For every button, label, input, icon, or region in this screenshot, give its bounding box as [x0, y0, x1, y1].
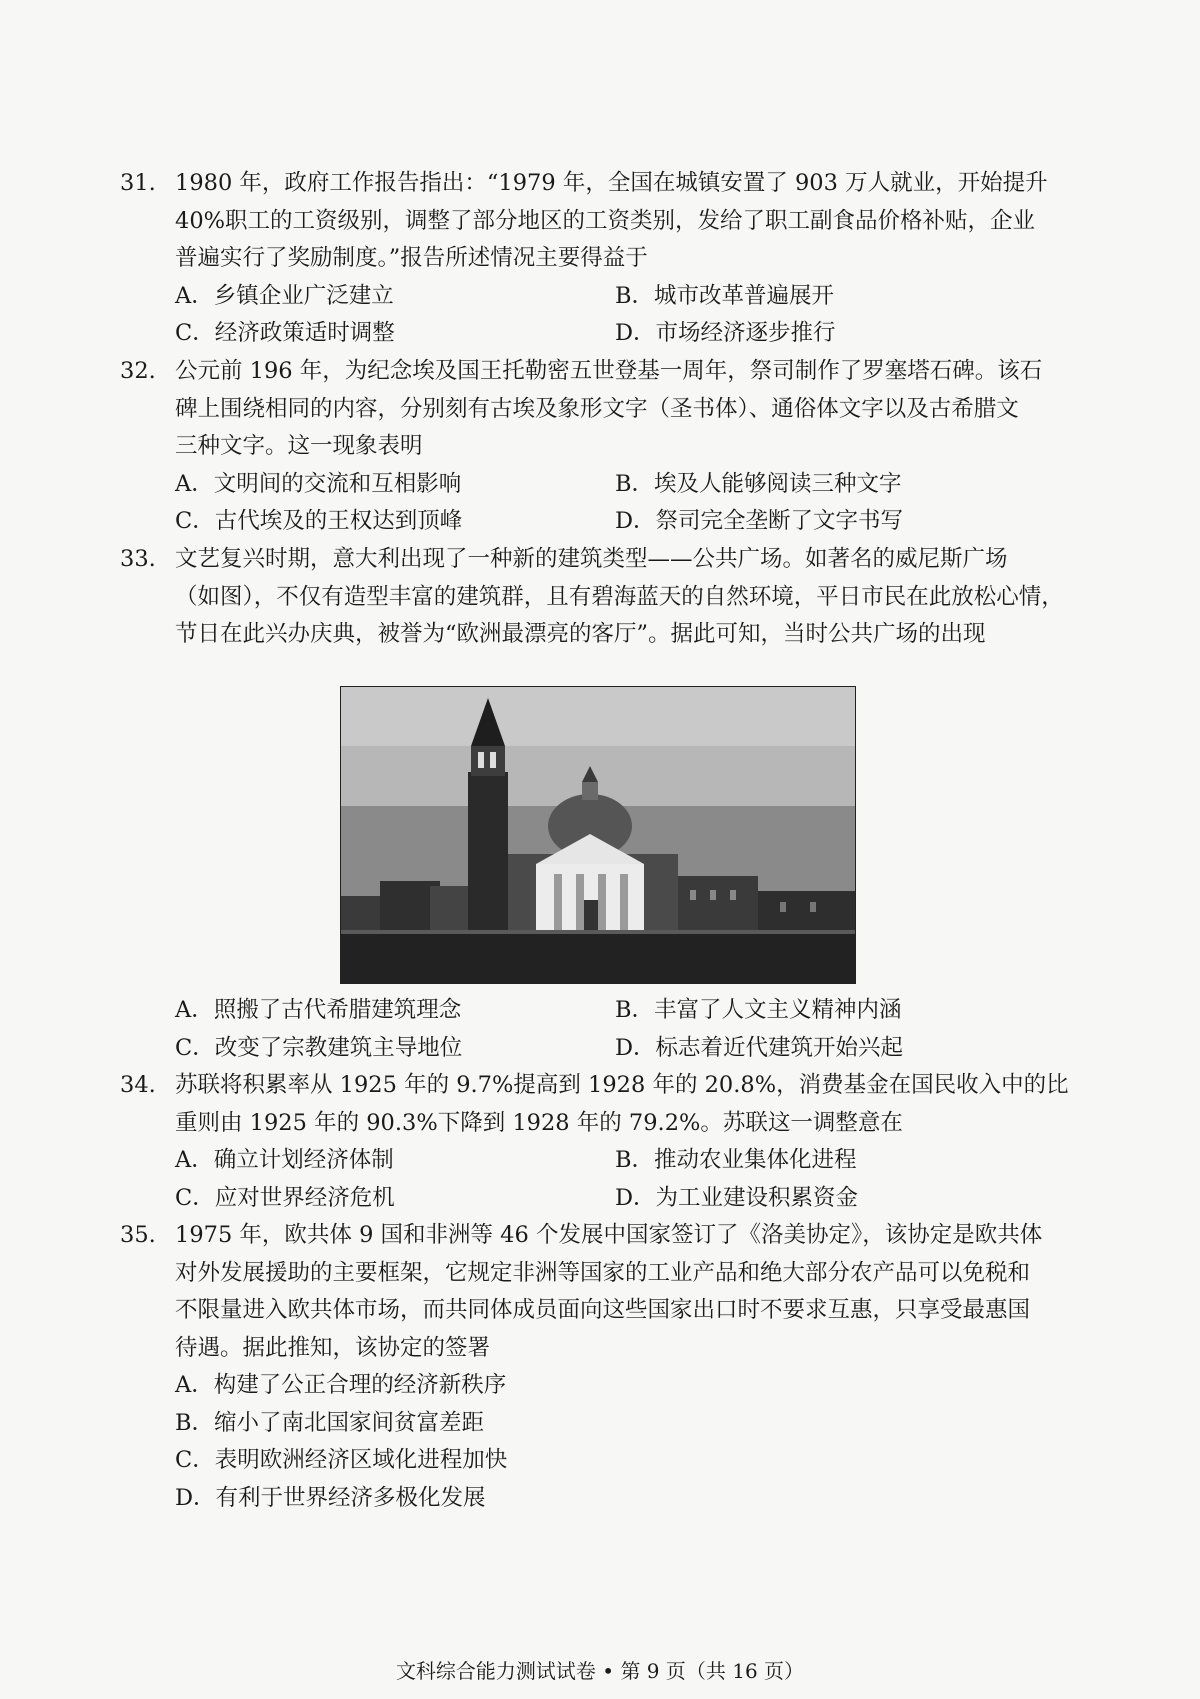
page-footer: 文科综合能力测试试卷 • 第 9 页（共 16 页） [395, 1659, 805, 1683]
question-stem-line: 待遇。据此推知，该协定的签署 [175, 1334, 491, 1361]
question-35 [120, 1217, 1060, 1517]
option-d[interactable]: D．祭司完全垄断了文字书写 [615, 508, 904, 534]
options [120, 1367, 1060, 1517]
option-b[interactable]: B．埃及人能够阅读三种文字 [615, 470, 902, 497]
question-stem-line: 1975 年，欧共体 9 国和非洲等 46 个发展中国家签订了《洛美协定》，该协定是欧共体 [175, 1222, 1043, 1248]
question-stem-line: 公元前 196 年，为纪念埃及国王托勒密五世登基一周年，祭司制作了罗塞塔石碑。该石 [175, 358, 1043, 384]
question-31 [120, 165, 1060, 353]
question-stem-line: 文艺复兴时期，意大利出现了一种新的建筑类型——公共广场。如著名的威尼斯广场 [175, 546, 1008, 572]
options [120, 992, 1060, 1067]
option-c[interactable]: C．经济政策适时调整 [175, 320, 395, 346]
option-b[interactable]: B．推动农业集体化进程 [615, 1147, 857, 1173]
question-stem-line: 普遍实行了奖励制度。”报告所述情况主要得益于 [175, 245, 648, 271]
option-c[interactable]: C．古代埃及的王权达到顶峰 [175, 508, 463, 534]
option-d[interactable]: D．标志着近代建筑开始兴起 [615, 1034, 904, 1061]
option-d[interactable]: D．市场经济逐步推行 [615, 320, 836, 346]
question-32 [120, 353, 1060, 541]
option-a[interactable]: A．照搬了古代希腊建筑理念 [175, 997, 462, 1023]
question-number: 32. [120, 358, 156, 384]
question-stem-line: 重则由 1925 年的 90.3%下降到 1928 年的 79.2%。苏联这一调整意在 [175, 1109, 903, 1136]
option-d[interactable]: D．有利于世界经济多极化发展 [175, 1484, 486, 1511]
question-stem-line: 节日在此兴办庆典，被誉为“欧洲最漂亮的客厅”。据此可知，当时公共广场的出现 [175, 621, 986, 647]
option-c[interactable]: C．改变了宗教建筑主导地位 [175, 1034, 463, 1061]
option-b[interactable]: B．缩小了南北国家间贫富差距 [175, 1409, 485, 1436]
question-stem-line: 对外发展援助的主要框架，它规定非洲等国家的工业产品和绝大部分农产品可以免税和 [175, 1259, 1031, 1286]
options [120, 278, 1060, 353]
option-a[interactable]: A．文明间的交流和互相影响 [175, 470, 462, 497]
question-33-options [120, 992, 1060, 1067]
option-a[interactable]: A．构建了公正合理的经济新秩序 [175, 1372, 507, 1398]
question-stem-line: 碑上围绕相同的内容，分别刻有古埃及象形文字（圣书体）、通俗体文字以及古希腊文 [175, 395, 1019, 422]
options [120, 1142, 1060, 1217]
option-d[interactable]: D．为工业建设积累资金 [615, 1184, 859, 1211]
option-a[interactable]: A．确立计划经济体制 [175, 1147, 394, 1173]
question-number: 35. [120, 1222, 156, 1248]
question-stem-line: 1980 年，政府工作报告指出：“1979 年，全国在城镇安置了 903 万人就业，开始提升 [175, 170, 1048, 196]
question-stem-line: （如图），不仅有造型丰富的建筑群，且有碧海蓝天的自然环境，平日市民在此放松心情， [175, 583, 1064, 610]
question-stem-line: 三种文字。这一现象表明 [175, 433, 423, 459]
question-number: 33. [120, 546, 156, 572]
option-a[interactable]: A．乡镇企业广泛建立 [175, 282, 394, 309]
question-stem-line: 苏联将积累率从 1925 年的 9.7%提高到 1928 年的 20.8%，消费基金在国民收入中的比 [175, 1072, 1069, 1098]
option-c[interactable]: C．应对世界经济危机 [175, 1184, 395, 1211]
option-b[interactable]: B．丰富了人文主义精神内涵 [615, 997, 902, 1023]
options [120, 466, 1060, 541]
question-stem-line: 40%职工的工资级别，调整了部分地区的工资类别，发给了职工副食品价格补贴，企业 [175, 207, 1036, 234]
question-number: 34. [120, 1072, 156, 1098]
question-34 [120, 1067, 1069, 1217]
option-b[interactable]: B．城市改革普遍展开 [615, 282, 835, 309]
question-33 [120, 541, 1064, 654]
question-number: 31. [120, 170, 156, 196]
option-c[interactable]: C．表明欧洲经济区域化进程加快 [175, 1447, 508, 1473]
question-stem-line: 不限量进入欧共体市场，而共同体成员面向这些国家出口时不要求互惠，只享受最惠国 [175, 1297, 1031, 1323]
venice-church-photo [340, 686, 856, 984]
